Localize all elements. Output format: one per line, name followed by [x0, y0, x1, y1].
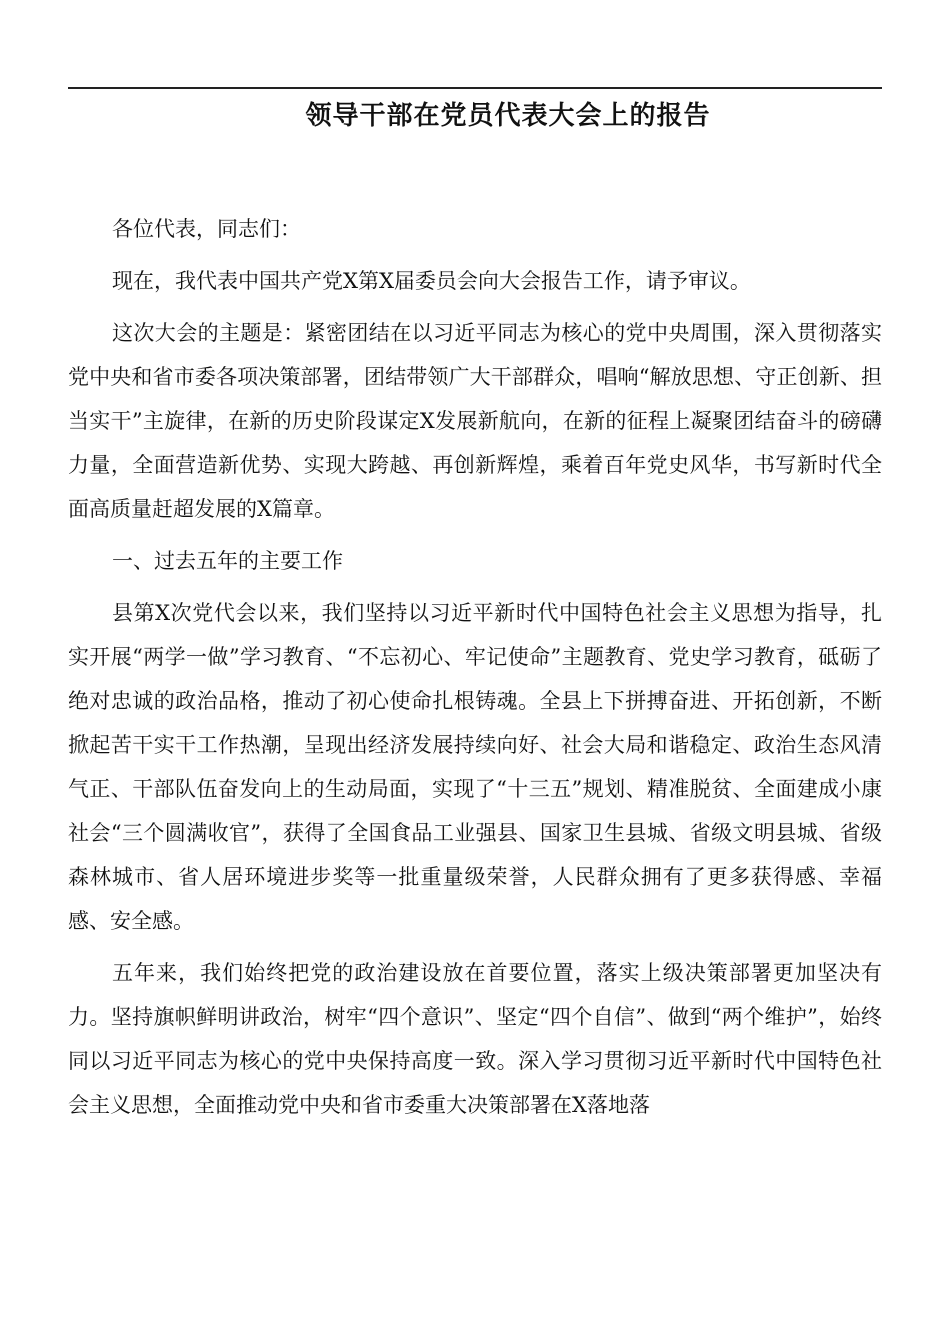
review-paragraph: 县第X次党代会以来，我们坚持以习近平新时代中国特色社会主义思想为指导，扎实开展“两学一做”学习教育、“不忘初心、牢记使命”主题教育、党史学习教育，砥砺了绝对忠诚的政治品格，推动了初心使命扎根铸魂。全县上下拼搏奋进、开拓创新，不断掀起苦干实干工作热潮，呈现出经济发展持续向好、社会大局和谐稳定、政治生态风清气正、干部队伍奋发向上的生动局面，实现了“十三五”规划、精准脱贫、全面建成小康社会“三个圆满收官”，获得了全国食品工业强县、国家卫生县城、省级文明县城、省级森林城市、省人居环境进步奖等一批重量级荣誉，人民群众拥有了更多获得感、幸福感、安全感。 [68, 601, 882, 933]
salutation-paragraph: 各位代表，同志们： [112, 217, 301, 241]
header-rule [68, 87, 882, 89]
theme-paragraph: 这次大会的主题是：紧密团结在以习近平同志为核心的党中央周围，深入贯彻落实党中央和省市委各项决策部署，团结带领广大干部群众，唱响“解放思想、守正创新、担当实干”主旋律，在新的历史阶段谋定X发展新航向，在新的征程上凝聚团结奋斗的磅礴力量，全面营造新优势、实现大跨越、再创新辉煌，乘着百年党史风华，书写新时代全面高质量赶超发展的X篇章。 [68, 321, 882, 521]
document-title: 领导干部在党员代表大会上的报告 [305, 101, 711, 131]
political-building-paragraph: 五年来，我们始终把党的政治建设放在首要位置，落实上级决策部署更加坚决有力。坚持旗帜鲜明讲政治，树牢“四个意识”、坚定“四个自信”、做到“两个维护”，始终同以习近平同志为核心的党中央保持高度一致。深入学习贯彻习近平新时代中国特色社会主义思想，全面推动党中央和省市委重大决策部署在X落地落 [68, 961, 882, 1117]
section-heading: 一、过去五年的主要工作 [112, 549, 343, 573]
opening-paragraph: 现在，我代表中国共产党X第X届委员会向大会报告工作，请予审议。 [112, 269, 751, 293]
document-body [68, 207, 882, 1135]
